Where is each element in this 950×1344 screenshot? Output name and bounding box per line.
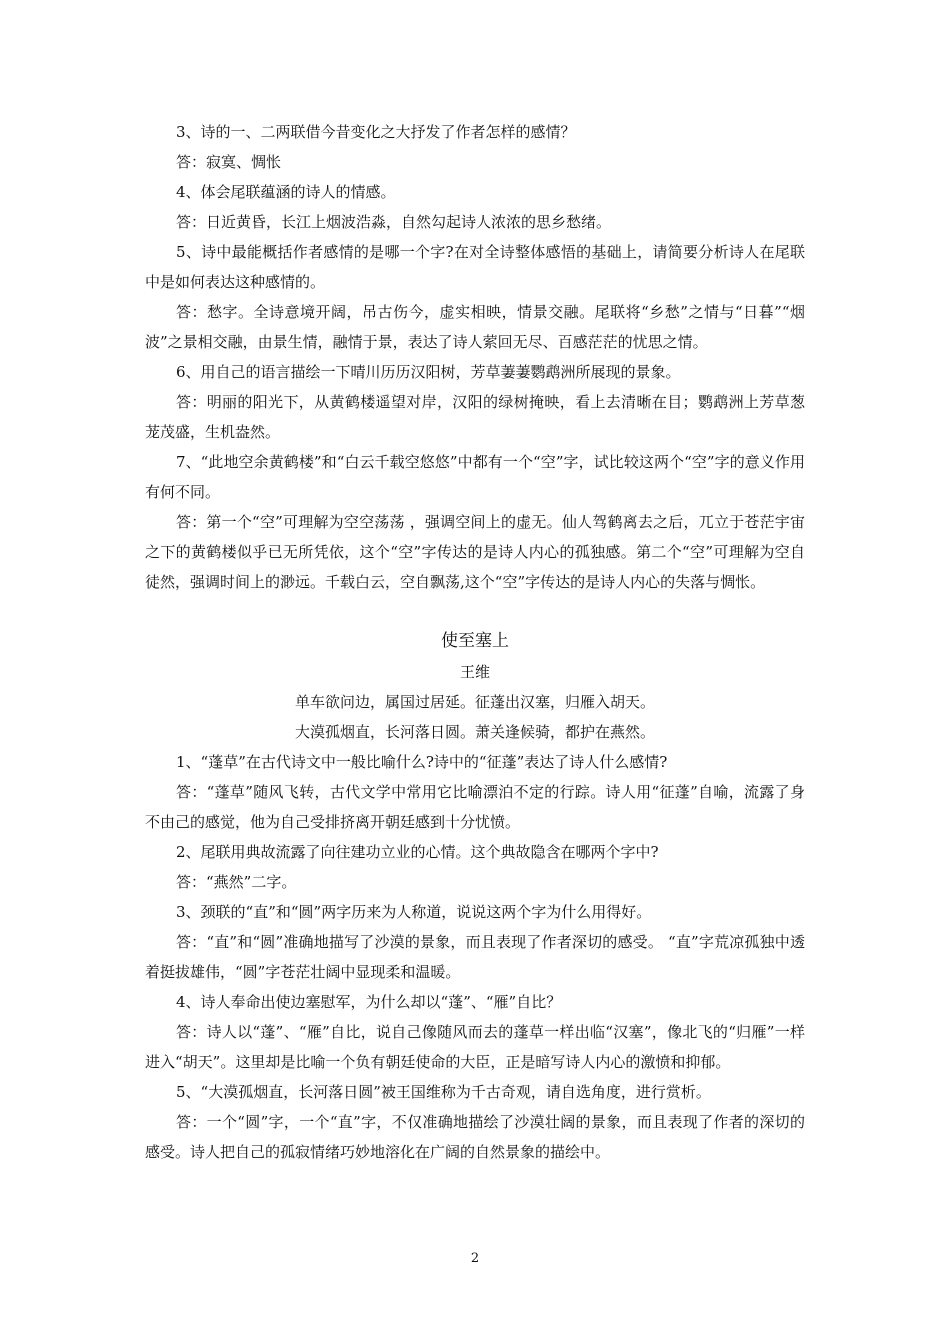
question-5: 5、诗中最能概括作者感情的是哪一个字?在对全诗整体感悟的基础上，请简要分析诗人在尾联中是如何表达这种感情的。 (145, 243, 805, 291)
poem-author: 王维 (459, 663, 490, 681)
question-4: 4、体会尾联蕴涵的诗人的情感。 (176, 183, 396, 201)
poem-answer-2: 答：“燕然”二字。 (176, 873, 297, 891)
poem-question-4: 4、诗人奉命出使边塞慰军，为什么却以“蓬”、“雁”自比？ (176, 993, 562, 1011)
poem-line-1: 单车欲问边，属国过居延。征蓬出汉塞，归雁入胡天。 (294, 693, 655, 711)
poem-question-3: 3、颈联的“直”和“圆”两字历来为人称道，说说这两个字为什么用得好。 (176, 903, 652, 921)
question-3: 3、诗的一、二两联借今昔变化之大抒发了作者怎样的感情？ (176, 123, 576, 141)
poem-title: 使至塞上 (441, 631, 509, 651)
poem-line-2: 大漠孤烟直，长河落日圆。萧关逢候骑，都护在燕然。 (294, 723, 655, 741)
question-7: 7、“此地空余黄鹤楼”和“白云千载空悠悠”中都有一个“空”字，试比较这两个“空”字的意义作用有何不同。 (145, 453, 805, 501)
poem-answer-3: 答：“直”和“圆”准确地描写了沙漠的景象，而且表现了作者深切的感受。 “直”字荒凉孤独中透着挺拔雄伟，“圆”字苍茫壮阔中显现柔和温暖。 (145, 933, 805, 981)
answer-4: 答：日近黄昏，长江上烟波浩淼，自然勾起诗人浓浓的思乡愁绪。 (176, 213, 612, 231)
question-6: 6、用自己的语言描绘一下晴川历历汉阳树，芳草萋萋鹦鹉洲所展现的景象。 (176, 363, 681, 381)
answer-6: 答：明丽的阳光下，从黄鹤楼遥望对岸，汉阳的绿树掩映，看上去清晰在目；鹦鹉洲上芳草葱茏茂盛，生机盎然。 (145, 393, 805, 441)
answer-3: 答：寂寞、惆怅 (176, 153, 282, 171)
answer-5: 答：愁字。全诗意境开阔，吊古伤今，虚实相映，情景交融。尾联将“乡愁”之情与“日暮”“烟波”之景相交融，由景生情，融情于景，表达了诗人萦回无尽、百感茫茫的忧思之情。 (145, 303, 805, 351)
answer-7: 答：第一个“空”可理解为空空荡荡 ，强调空间上的虚无。仙人驾鹤离去之后，兀立于苍茫宇宙之下的黄鹤楼似乎已无所凭依，这个“空”字传达的是诗人内心的孤独感。第二个“空”可理解为空自徒然，强调时间上的渺远。千载白云，空自飘荡,这个“空”字传达的是诗人内心的失落与惆怅。 (145, 513, 805, 591)
section-gap (145, 597, 805, 625)
poem-answer-4: 答：诗人以“蓬”、“雁”自比，说自己像随风而去的蓬草一样出临“汉塞”，像北飞的“归雁”一样进入“胡天”。这里却是比喻一个负有朝廷使命的大臣，正是暗写诗人内心的激愤和抑郁。 (145, 1023, 805, 1071)
poem-answer-5: 答：一个“圆”字，一个“直”字，不仅准确地描绘了沙漠壮阔的景象，而且表现了作者的深切的感受。诗人把自己的孤寂情绪巧妙地溶化在广阔的自然景象的描绘中。 (145, 1113, 805, 1161)
poem-answer-1: 答：“蓬草”随风飞转，古代文学中常用它比喻漂泊不定的行踪。诗人用“征蓬”自喻，流露了身不由己的感觉，他为自己受排挤离开朝廷感到十分忧愤。 (145, 783, 805, 831)
poem-question-2: 2、尾联用典故流露了向往建功立业的心情。这个典故隐含在哪两个字中? (176, 843, 659, 861)
poem-question-1: 1、“蓬草”在古代诗文中一般比喻什么?诗中的“征蓬”表达了诗人什么感情? (176, 753, 668, 771)
poem-question-5: 5、“大漠孤烟直，长河落日圆”被王国维称为千古奇观，请自选角度，进行赏析。 (176, 1083, 711, 1101)
page-content (145, 117, 805, 1167)
page-number: 2 (470, 1251, 480, 1266)
